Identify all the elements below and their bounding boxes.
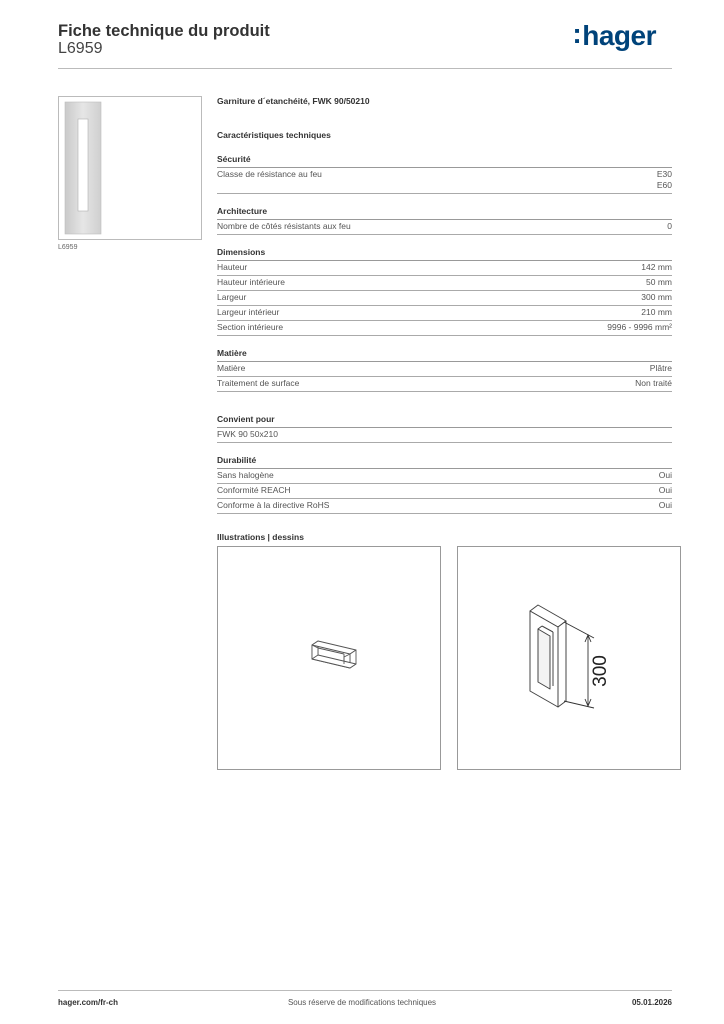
section-convient bbox=[217, 414, 672, 443]
footer-date: 05.01.2026 bbox=[631, 998, 672, 1007]
table-row bbox=[217, 276, 672, 291]
row-value: Non traité bbox=[635, 378, 672, 388]
logo-text: hager bbox=[582, 20, 656, 51]
row-label: Classe de résistance au feu bbox=[217, 169, 322, 179]
row-label: Nombre de côtés résistants aux feu bbox=[217, 221, 351, 231]
section-title: Sécurité bbox=[217, 154, 672, 168]
illustration-isometric bbox=[217, 546, 441, 770]
seal-frame-photo-icon bbox=[59, 97, 201, 239]
section-matiere bbox=[217, 348, 672, 392]
row-value: 300 mm bbox=[641, 292, 672, 302]
footer-disclaimer: Sous réserve de modifications techniques bbox=[287, 998, 437, 1007]
section-title: Durabilité bbox=[217, 455, 672, 469]
table-row bbox=[217, 469, 672, 484]
row-label: FWK 90 50x210 bbox=[217, 429, 278, 439]
thumbnail-caption: L6959 bbox=[58, 244, 78, 251]
row-value: Oui bbox=[658, 500, 672, 510]
section-title: Convient pour bbox=[217, 414, 672, 428]
section-title: Architecture bbox=[217, 206, 672, 220]
seal-dimension-drawing-icon bbox=[458, 547, 680, 769]
product-name: Garniture d´etanchéité, FWK 90/50210 bbox=[217, 96, 370, 106]
section-securite bbox=[217, 154, 672, 194]
characteristics-title: Caractéristiques techniques bbox=[217, 130, 331, 140]
row-label: Hauteur intérieure bbox=[217, 277, 286, 287]
row-value: 9996 - 9996 mm² bbox=[607, 322, 672, 332]
row-label: Traitement de surface bbox=[217, 378, 300, 388]
hager-logo: :hager bbox=[572, 18, 656, 51]
header-divider bbox=[58, 68, 672, 69]
table-row bbox=[217, 428, 672, 443]
product-thumbnail bbox=[58, 96, 202, 240]
row-value: Plâtre bbox=[649, 363, 672, 373]
row-label: Hauteur bbox=[217, 262, 248, 272]
row-value: Oui bbox=[658, 470, 672, 480]
table-row bbox=[217, 220, 672, 235]
row-value: Oui bbox=[658, 485, 672, 495]
illustration-dimension bbox=[457, 546, 681, 770]
footer-website-link[interactable]: hager.com/fr-ch bbox=[58, 998, 119, 1007]
table-row bbox=[217, 484, 672, 499]
row-value bbox=[657, 169, 672, 191]
section-durabilite bbox=[217, 455, 672, 514]
table-row bbox=[217, 168, 672, 194]
row-value: 0 bbox=[667, 221, 672, 231]
seal-isometric-drawing-icon bbox=[218, 547, 440, 769]
table-row bbox=[217, 261, 672, 276]
section-title: Matière bbox=[217, 348, 672, 362]
row-value-2: E60 bbox=[656, 180, 672, 190]
page-header bbox=[58, 20, 672, 70]
row-label: Largeur bbox=[217, 292, 247, 302]
section-architecture bbox=[217, 206, 672, 235]
row-value: 142 mm bbox=[641, 262, 672, 272]
main-content bbox=[217, 96, 672, 544]
row-label: Conforme à la directive RoHS bbox=[217, 500, 330, 510]
row-label: Sans halogène bbox=[217, 470, 274, 480]
row-label: Largeur intérieur bbox=[217, 307, 280, 317]
table-row bbox=[217, 321, 672, 336]
row-value: 50 mm bbox=[646, 277, 672, 287]
row-label: Section intérieure bbox=[217, 322, 284, 332]
table-row bbox=[217, 291, 672, 306]
table-row bbox=[217, 362, 672, 377]
row-label: Conformité REACH bbox=[217, 485, 291, 495]
illustrations-title: Illustrations | dessins bbox=[217, 532, 304, 542]
page-title: Fiche technique du produit bbox=[58, 22, 270, 40]
row-value-1: E30 bbox=[656, 169, 672, 179]
product-code: L6959 bbox=[58, 40, 103, 57]
footer-divider bbox=[58, 990, 672, 991]
section-title: Dimensions bbox=[217, 247, 672, 261]
table-row bbox=[217, 306, 672, 321]
dimension-label: 300 bbox=[590, 655, 611, 687]
row-label: Matière bbox=[217, 363, 246, 373]
table-row bbox=[217, 377, 672, 392]
row-value: 210 mm bbox=[641, 307, 672, 317]
table-row bbox=[217, 499, 672, 514]
section-dimensions bbox=[217, 247, 672, 336]
